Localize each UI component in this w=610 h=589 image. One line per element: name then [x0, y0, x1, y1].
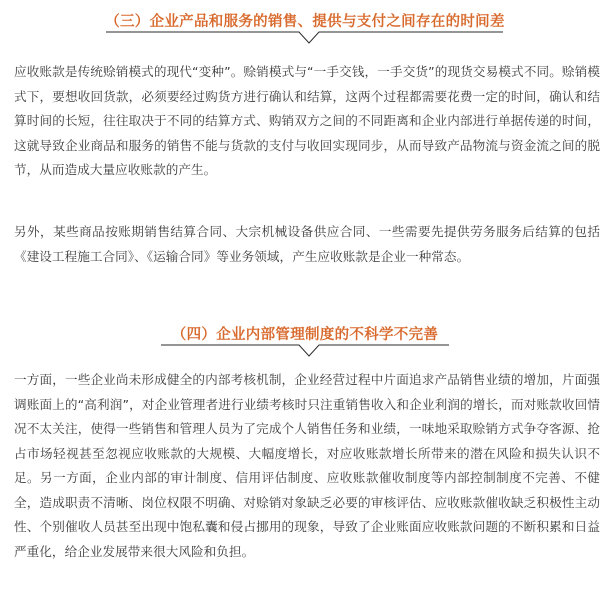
section-3-heading: （三）企业产品和服务的销售、提供与支付之间存在的时间差 — [105, 14, 505, 30]
heading-underline-pointer — [0, 339, 610, 359]
heading-underline-pointer — [0, 26, 610, 46]
section-4-heading: （四）企业内部管理制度的不科学不完善 — [171, 327, 439, 343]
section-4-header — [0, 313, 610, 357]
section-3-paragraph-1: 应收账款是传统赊销模式的现代“变种”。赊销模式与“一手交钱，一手交货”的现货交易模式不同。赊销模式下，要想收回货款，必须要经过购货方进行确认和结算，这两个过程都需要花费一定的时间，确认和结算时间的长短，往往取决于不同的结算方式、购销双方之间的不同距离和企业内部进行单据传递的时间，这就导致企业商品和服务的销售不能与货款的支付与收回实现同步，从而导致产品物流与资金流之间的脱节，从而造成大量应收账款的产生。 — [14, 64, 600, 177]
section-3-paragraph-2: 另外，某些商品按账期销售结算合同、大宗机械设备供应合同、一些需要先提供劳务服务后结算的包括《建设工程施工合同》、《运输合同》等业务领域，产生应收账款是企业一种常态。 — [14, 224, 600, 264]
section-3-header — [0, 0, 610, 44]
section-4-paragraph-1: 一方面，一些企业尚未形成健全的内部考核机制，企业经营过程中片面追求产品销售业绩的增加，片面强调账面上的“高利润”，对企业管理者进行业绩考核时只注重销售收入和企业利润的增长，而对账款收回情况不太关注，使得一些销售和管理人员为了完成个人销售任务和业绩，一味地采取赊销方式争夺客源、抢占市场轻视甚至忽视应收账款的大规模、大幅度增长，对应收账款增长所带来的潜在风险和损失认识不足。另一方面，企业内部的审计制度、信用评估制度、应收账款催收制度等内部控制制度不完善、不健全，造成职责不清晰、岗位权限不明确、对赊销对象缺乏必要的审核评估、应收账款催收缺乏积极性主动性、个别催收人员甚至出现中饱私囊和侵占挪用的现象，导致了企业账面应收账款问题的不断积累和日益严重化，给企业发展带来很大风险和负担。 — [14, 372, 600, 559]
